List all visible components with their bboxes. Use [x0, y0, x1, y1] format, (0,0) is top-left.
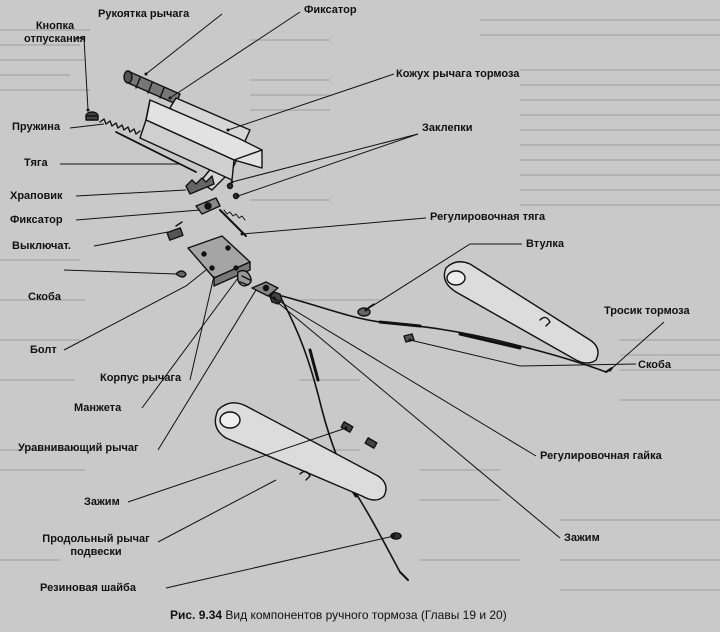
- label-clip-lower-left: Зажим: [84, 496, 120, 508]
- adjusting-rod-drawing: [220, 210, 246, 236]
- label-rivets: Заклепки: [422, 122, 473, 134]
- label-release-button: [24, 20, 86, 46]
- label-clip-lower-right: Зажим: [564, 532, 600, 544]
- label-release-button-line1: Кнопка: [35, 20, 75, 32]
- clip-left-drawing: [176, 271, 186, 277]
- cable-clips-drawing: [341, 422, 377, 448]
- label-trailing-arm: [34, 533, 158, 559]
- label-pawl-top: Фиксатор: [304, 4, 357, 16]
- label-bracket-right: Скоба: [638, 359, 671, 371]
- pawl-drawing: [196, 198, 220, 214]
- label-spring: Пружина: [12, 121, 61, 133]
- label-brake-cable: Тросик тормоза: [604, 305, 690, 317]
- ratchet-drawing: [186, 176, 214, 194]
- label-ratchet: Храповик: [10, 190, 63, 202]
- label-release-button-line2: отпускания: [24, 33, 86, 45]
- label-lever-housing: Корпус рычага: [100, 372, 182, 384]
- label-bolt: Болт: [30, 344, 57, 356]
- label-clip-left: Скоба: [28, 291, 61, 303]
- label-boot: Манжета: [74, 402, 122, 414]
- label-bushing: Втулка: [526, 238, 565, 250]
- label-adjusting-nut: Регулировочная гайка: [540, 450, 662, 462]
- release-button-drawing: [86, 112, 98, 120]
- label-adjusting-rod: Регулировочная тяга: [430, 211, 546, 223]
- trailing-arm-left-drawing: [215, 403, 386, 500]
- label-lever-handle: Рукоятка рычага: [98, 8, 190, 20]
- label-rubber-washer: Резиновая шайба: [40, 582, 136, 594]
- figure-number: Рис. 9.34: [170, 608, 223, 622]
- label-trailing-arm-line1: Продольный рычаг: [42, 533, 150, 545]
- switch-drawing: [167, 222, 183, 240]
- figure-caption-text: Вид компонентов ручного тормоза (Главы 19 и 20): [225, 608, 507, 622]
- label-equalizer-lever: Уравнивающий рычаг: [18, 442, 139, 454]
- figure-caption: [170, 608, 507, 622]
- label-trailing-arm-line2: подвески: [70, 546, 122, 558]
- label-lever-cover: Кожух рычага тормоза: [396, 68, 520, 80]
- boot-drawing: [238, 271, 252, 286]
- spring-drawing: [100, 119, 140, 134]
- label-pull-rod: Тяга: [24, 157, 48, 169]
- lever-handle-drawing: [124, 71, 180, 104]
- label-pawl-left: Фиксатор: [10, 214, 63, 226]
- label-switch: Выключат.: [12, 240, 71, 252]
